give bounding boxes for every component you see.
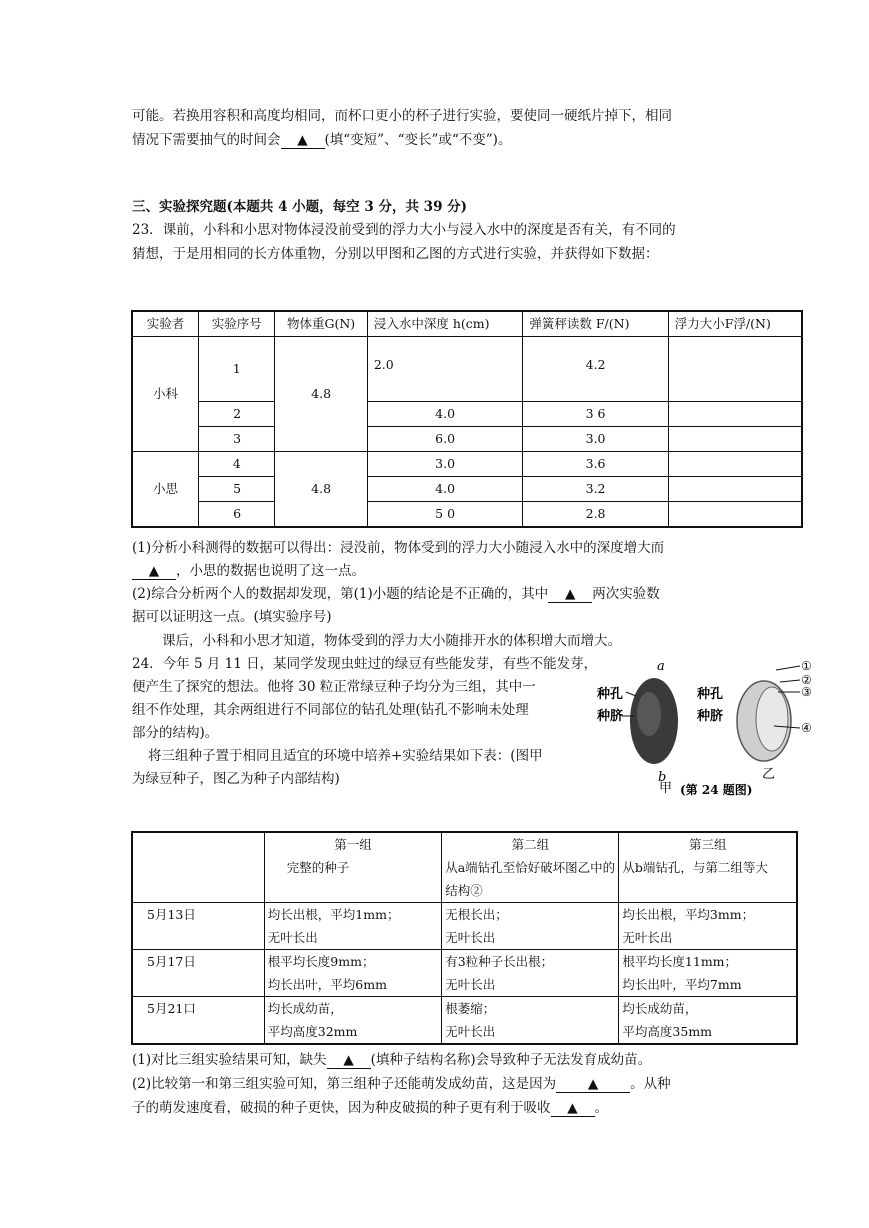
q24-answer-2-text-mid: 。从种 (630, 1076, 671, 1092)
depth-cell: 6.0 (367, 427, 523, 452)
result-cell (442, 997, 619, 1045)
q24-answer-2-text-end: 。 (594, 1100, 608, 1116)
seed-yi-image (737, 666, 800, 761)
reading-cell: 3.2 (523, 477, 668, 502)
reading-cell: 2.8 (523, 502, 668, 528)
q24-line-3: 组不作处理，其余两组进行不同部位的钻孔处理(钻孔不影响未处理 (132, 702, 529, 718)
header-cell: 弹簧秤读数 F/(N) (523, 311, 668, 337)
q23-part2-text: (2)综合分析两个人的数据却发现，第(1)小题的结论是不正确的，其中 (132, 586, 549, 602)
date-cell: 5月17日 (132, 950, 264, 997)
reading-cell: 4.2 (523, 337, 668, 402)
result-line: 无叶长出 (445, 977, 496, 992)
table-row (132, 950, 797, 997)
q24-answer-2-line-2 (132, 1098, 608, 1118)
q23-part2-line-2: 据可以证明这一点。(填实验序号) (132, 609, 332, 625)
q24-answer-2-text: (2)比较第一和第三组实验可知，第三组种子还能萌发成幼苗，这是因为 (132, 1076, 557, 1092)
reading-cell: 3.0 (523, 427, 668, 452)
experimenter-cell: 小科 (132, 337, 199, 452)
label-n2: ② (801, 673, 812, 687)
q23-part2-line-1 (132, 584, 660, 604)
result-line: 均长出叶，平均6mm (267, 977, 387, 992)
label-hilum: 种脐 (597, 709, 624, 724)
result-line: 无根长出； (445, 907, 508, 922)
treatment-cell: 从a端钻孔至恰好破坏图乙中的结构② (442, 856, 619, 903)
buoyancy-cell (668, 427, 802, 452)
depth-cell: 4.0 (367, 477, 523, 502)
intro-text-end: (填“变短”、“变长”或“不变”)。 (324, 132, 512, 148)
table-header-row (132, 832, 797, 856)
result-line: 有3粒种子长出根； (445, 954, 554, 969)
serial-cell: 2 (199, 402, 275, 427)
q24-answer-2-line-1 (132, 1074, 671, 1094)
header-cell: 浮力大小F浮/(N) (668, 311, 802, 337)
label-seed-hole-2: 种孔 (697, 687, 724, 702)
q24-answer-1 (132, 1050, 651, 1070)
label-yi: 乙 (762, 767, 776, 782)
result-line: 根平均长度11mm； (622, 954, 738, 969)
result-cell (264, 950, 441, 997)
serial-cell: 1 (199, 337, 275, 402)
depth-cell: 4.0 (367, 402, 523, 427)
q23-data-table (131, 310, 803, 528)
header-cell: 实验者 (132, 311, 199, 337)
serial-cell: 6 (199, 502, 275, 528)
intro-text: 情况下需要抽气的时间会 (132, 132, 281, 148)
serial-cell: 5 (199, 477, 275, 502)
seed-figure (594, 656, 814, 796)
result-line: 均长成幼苗， (622, 1001, 698, 1016)
result-line: 无叶长出 (445, 1024, 496, 1039)
label-jia: 甲 (659, 781, 673, 796)
label-n1: ① (801, 659, 812, 673)
result-cell (264, 997, 441, 1045)
header-cell: 浸入水中深度 h(cm) (367, 311, 523, 337)
result-cell (619, 997, 797, 1045)
depth-cell: 3.0 (367, 452, 523, 477)
label-hilum-2: 种脐 (697, 709, 724, 724)
seed-jia-image (622, 678, 678, 764)
label-seed-hole: 种孔 (597, 687, 624, 702)
q24-line-5: 将三组种子置于相同且适宜的环境中培养+实验结果如下表：(图甲 (148, 748, 543, 764)
result-line: 均长出根，平均1mm； (267, 907, 400, 922)
result-line: 均长出叶，平均7mm (622, 977, 742, 992)
label-n3: ③ (801, 685, 812, 699)
result-cell (619, 903, 797, 950)
serial-cell: 4 (199, 452, 275, 477)
header-cell: 物体重G(N) (275, 311, 368, 337)
table-header-row (132, 311, 802, 337)
table-row (132, 477, 802, 502)
answer-blank: ▲ (548, 586, 592, 603)
q23-part1-line-2 (132, 561, 365, 581)
answer-blank: ▲ (551, 1100, 595, 1117)
table-row (132, 337, 802, 402)
buoyancy-cell (668, 402, 802, 427)
treatment-cell: 从b端钻孔，与第二组等大 (619, 856, 797, 903)
reading-cell: 3.6 (523, 452, 668, 477)
answer-blank: ▲ (132, 563, 176, 580)
answer-blank: ▲ (327, 1052, 371, 1069)
header-cell: 实验序号 (199, 311, 275, 337)
table-row (132, 997, 797, 1045)
result-cell (619, 950, 797, 997)
q24-answer-2-text-2: 子的萌发速度看，破损的种子更快，因为种皮破损的种子更有利于吸收 (132, 1100, 551, 1116)
section-title: 三、实验探究题(本题共 4 小题，每空 3 分，共 39 分) (132, 199, 468, 215)
buoyancy-cell (668, 337, 802, 402)
q23-line-2: 猜想，于是用相同的长方体重物，分别以甲图和乙图的方式进行实验，并获得如下数据： (132, 246, 659, 262)
experimenter-cell: 小思 (132, 452, 199, 528)
result-cell (442, 903, 619, 950)
figure-caption: (第 24 题图) (680, 783, 753, 796)
weight-cell: 4.8 (275, 452, 368, 528)
table-row (132, 427, 802, 452)
buoyancy-cell (668, 452, 802, 477)
q24-line-4: 部分的结构)。 (132, 725, 219, 741)
result-cell (264, 903, 441, 950)
result-cell (442, 950, 619, 997)
buoyancy-cell (668, 502, 802, 528)
result-line: 无叶长出 (622, 930, 673, 945)
treatment-cell: 完整的种子 (264, 856, 441, 903)
serial-cell: 3 (199, 427, 275, 452)
group-header: 第二组 (442, 832, 619, 856)
result-line: 无叶长出 (267, 930, 318, 945)
result-line: 均长成幼苗， (267, 1001, 343, 1016)
label-a: a (657, 659, 665, 674)
q23-part2-text-end: 两次实验数 (592, 586, 660, 602)
depth-cell: 5 0 (367, 502, 523, 528)
result-line: 根平均长度9mm； (267, 954, 375, 969)
group-header: 第一组 (264, 832, 441, 856)
reading-cell: 3 6 (523, 402, 668, 427)
table-row (132, 502, 802, 528)
q24-line-2: 便产生了探究的想法。他将 30 粒正常绿豆种子均分为三组，其中一 (132, 679, 536, 695)
weight-cell: 4.8 (275, 337, 368, 452)
result-line: 均长出根，平均3mm； (622, 907, 755, 922)
answer-blank: ▲ (556, 1076, 630, 1093)
q24-answer-1-text-end: (填种子结构名称)会导致种子无法发育成幼苗。 (370, 1052, 652, 1068)
result-line: 根萎缩； (445, 1001, 496, 1016)
q23-line-1: 23．课前，小科和小思对物体浸没前受到的浮力大小与浸入水中的深度是否有关，有不同的 (132, 222, 676, 238)
result-line: 平均高度35mm (622, 1024, 713, 1039)
q24-line-1: 24．今年 5 月 11 日，某同学发现虫蛀过的绿豆有些能发芽，有些不能发芽， (132, 656, 598, 672)
intro-line-2 (132, 130, 511, 150)
depth-cell: 2.0 (367, 337, 523, 402)
table-row (132, 452, 802, 477)
result-line: 平均高度32mm (267, 1024, 358, 1039)
intro-line-1: 可能。若换用容积和高度均相同，而杯口更小的杯子进行实验，要使同一硬纸片掉下，相同 (132, 108, 672, 124)
label-b: b (658, 770, 667, 785)
q23-conclusion: 课后，小科和小思才知道，物体受到的浮力大小随排开水的体积增大而增大。 (162, 633, 621, 649)
result-line: 无叶长出 (445, 930, 496, 945)
group-header: 第三组 (619, 832, 797, 856)
corner-cell (132, 832, 264, 903)
q23-part1-line-1: (1)分析小科测得的数据可以得出：浸没前，物体受到的浮力大小随浸入水中的深度增大而 (132, 540, 665, 556)
table-row (132, 402, 802, 427)
date-cell: 5月13日 (132, 903, 264, 950)
q23-part1-text: ，小思的数据也说明了这一点。 (176, 563, 365, 579)
q24-answer-1-text: (1)对比三组实验结果可知，缺失 (132, 1052, 327, 1068)
answer-blank: ▲ (281, 132, 325, 149)
buoyancy-cell (668, 477, 802, 502)
date-cell: 5月21口 (132, 997, 264, 1045)
q24-line-6: 为绿豆种子，图乙为种子内部结构) (132, 771, 340, 787)
label-n4: ④ (801, 721, 812, 735)
q24-result-table (131, 831, 798, 1045)
table-row (132, 903, 797, 950)
